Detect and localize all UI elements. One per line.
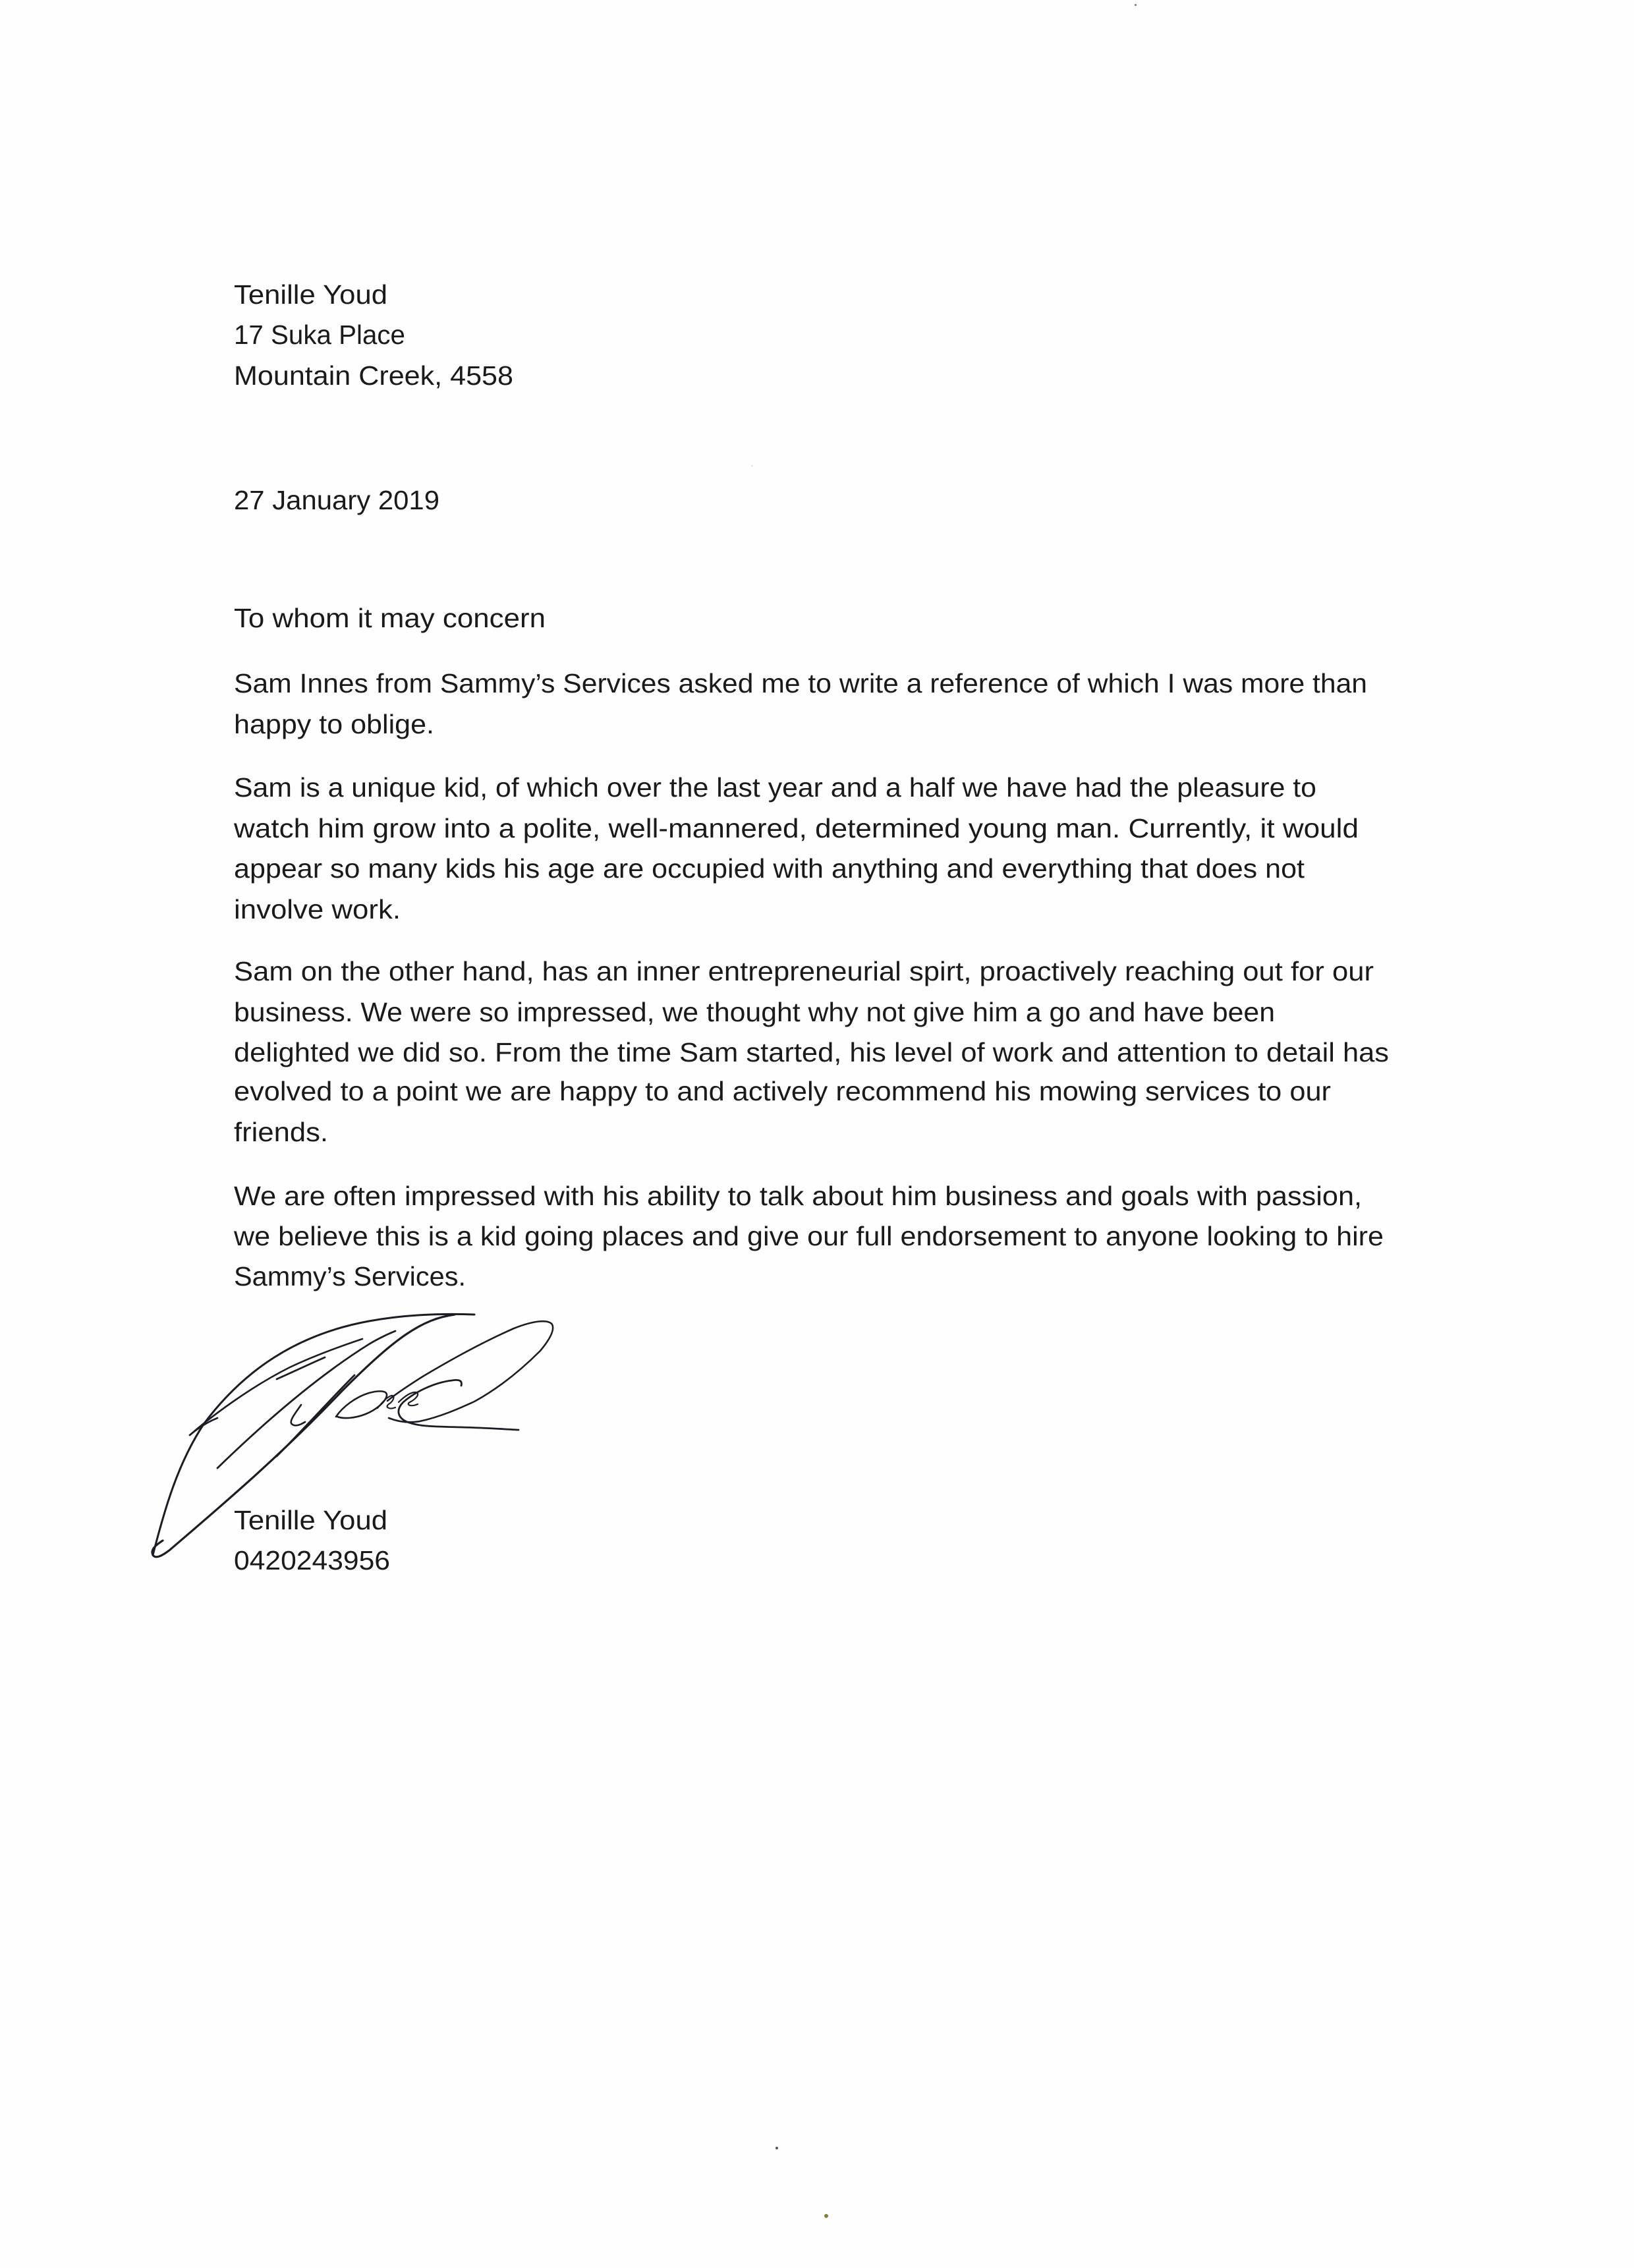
paragraph-line: watch him grow into a polite, well-mannered, determined young man. Currently, it would: [234, 813, 1359, 843]
signature-stroke: [387, 1321, 553, 1422]
paragraph-line: involve work.: [234, 894, 401, 924]
paragraph-line: delighted we did so. From the time Sam started, his level of work and attention to detail has: [234, 1037, 1389, 1067]
signature-stroke: [399, 1392, 418, 1405]
paragraph-line: happy to oblige.: [234, 709, 434, 739]
paragraph-line: Sammy’s Services.: [234, 1261, 466, 1291]
signature-stroke: [277, 1375, 354, 1456]
letter-date: 27 January 2019: [234, 485, 440, 515]
paragraph-line: Sam on the other hand, has an inner entrepreneurial spirt, proactively reaching out for our: [234, 956, 1374, 986]
paragraph-line: Sam Innes from Sammy’s Services asked me to write a reference of which I was more than: [234, 668, 1368, 698]
scan-speck: [751, 465, 753, 467]
paragraph-line: We are often impressed with his ability to talk about him business and goals with passion,: [234, 1181, 1363, 1211]
signature-stroke: [378, 1396, 395, 1409]
scan-speck: [1135, 4, 1137, 6]
signatory-name: Tenille Youd: [234, 1505, 387, 1535]
paragraph-line: appear so many kids his age are occupied with anything and everything that does not: [234, 853, 1305, 884]
signature-stroke: [217, 1331, 395, 1468]
signature-stroke: [277, 1357, 325, 1379]
signatory-phone: 0420243956: [234, 1545, 390, 1575]
signature-stroke: [336, 1391, 387, 1418]
sender-suburb: Mountain Creek, 4558: [234, 360, 513, 391]
signature-stroke: [399, 1380, 519, 1430]
paragraph-line: evolved to a point we are happy to and actively recommend his mowing services to our: [234, 1076, 1331, 1106]
scan-speck: [824, 2214, 828, 2218]
signature-stroke: [190, 1418, 217, 1435]
signature-stroke: [190, 1339, 362, 1435]
paragraph-line: friends.: [234, 1117, 329, 1147]
paragraph-line: Sam is a unique kid, of which over the last year and a half we have had the pleasure to: [234, 772, 1316, 803]
signature-stroke: [291, 1405, 305, 1425]
paragraph-line: we believe this is a kid going places and give our full endorsement to anyone looking to hire: [234, 1221, 1384, 1251]
sender-name: Tenille Youd: [234, 279, 387, 310]
paragraph-line: business. We were so impressed, we thought why not give him a go and have been: [234, 997, 1275, 1027]
sender-street: 17 Suka Place: [234, 320, 405, 350]
scan-speck: [775, 2147, 778, 2149]
salutation: To whom it may concern: [234, 603, 546, 633]
